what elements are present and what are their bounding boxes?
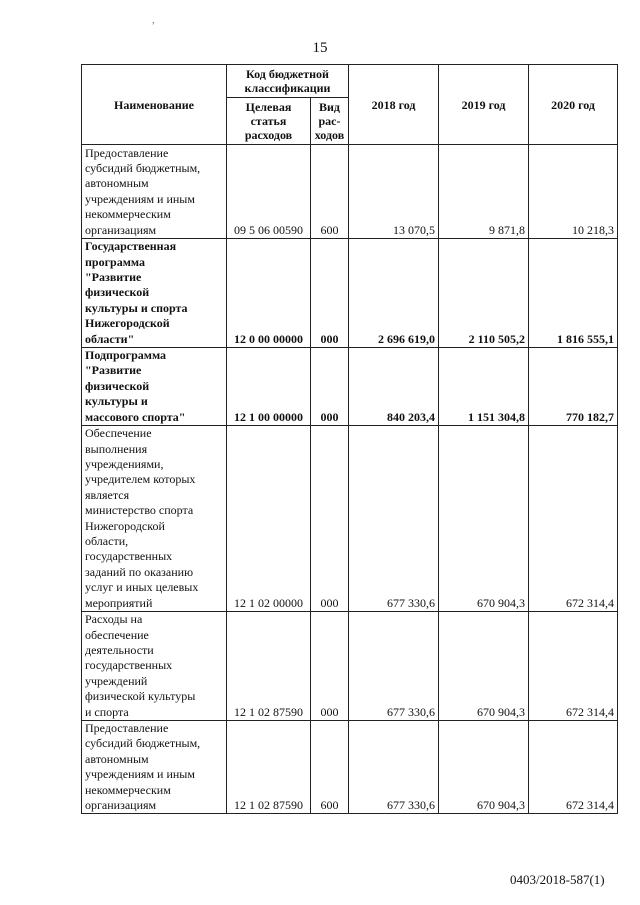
header-kind-line: Вид bbox=[319, 100, 340, 114]
name-line: физической культуры bbox=[85, 689, 196, 704]
name-line: "Развитие bbox=[85, 363, 142, 378]
name-line: физической bbox=[85, 378, 150, 393]
table-row bbox=[82, 426, 618, 612]
name-line: массового спорта" bbox=[85, 409, 186, 424]
name-line: и спорта bbox=[85, 704, 129, 719]
row-kind-code: 600 bbox=[311, 721, 349, 814]
row-2018: 677 330,6 bbox=[349, 612, 439, 721]
table-row bbox=[82, 239, 618, 348]
row-target-code: 12 1 02 00000 bbox=[227, 426, 311, 612]
row-2020: 1 816 555,1 bbox=[529, 239, 618, 348]
name-line: услуг и иных целевых bbox=[85, 580, 199, 595]
row-2019: 2 110 505,2 bbox=[439, 239, 529, 348]
row-2019: 670 904,3 bbox=[439, 721, 529, 814]
name-line: учреждениям и иным bbox=[85, 191, 195, 206]
row-2018: 840 203,4 bbox=[349, 348, 439, 426]
name-line: некоммерческим bbox=[85, 207, 171, 222]
name-line: физической bbox=[85, 285, 150, 300]
row-2018: 2 696 619,0 bbox=[349, 239, 439, 348]
name-line: некоммерческим bbox=[85, 782, 171, 797]
table-row bbox=[82, 612, 618, 721]
name-line: министерство спорта bbox=[85, 503, 194, 518]
header-2019: 2019 год bbox=[439, 65, 529, 145]
row-name bbox=[82, 426, 227, 612]
row-2020: 10 218,3 bbox=[529, 145, 618, 239]
row-2020: 672 314,4 bbox=[529, 612, 618, 721]
row-kind-code: 000 bbox=[311, 348, 349, 426]
row-kind-code: 000 bbox=[311, 612, 349, 721]
header-target-line: Целевая bbox=[245, 100, 292, 114]
table-row bbox=[82, 145, 618, 239]
name-line: государственных bbox=[85, 549, 173, 564]
name-line: Предоставление bbox=[85, 721, 169, 736]
name-line: учреждениям и иным bbox=[85, 767, 195, 782]
name-line: мероприятий bbox=[85, 595, 153, 610]
table-row bbox=[82, 348, 618, 426]
header-kind-line: рас- bbox=[318, 114, 341, 128]
row-name bbox=[82, 612, 227, 721]
name-line: области, bbox=[85, 534, 129, 548]
row-2019: 1 151 304,8 bbox=[439, 348, 529, 426]
row-name bbox=[82, 145, 227, 239]
name-line: Расходы на bbox=[85, 612, 143, 627]
row-2019: 670 904,3 bbox=[439, 612, 529, 721]
row-name bbox=[82, 348, 227, 426]
name-line: субсидий бюджетным, bbox=[85, 736, 201, 751]
row-2019: 670 904,3 bbox=[439, 426, 529, 612]
name-line: культуры и bbox=[85, 394, 148, 409]
header-code-group bbox=[227, 65, 349, 98]
row-2018: 13 070,5 bbox=[349, 145, 439, 239]
header-target-line: расходов bbox=[244, 128, 293, 142]
name-line: автономным bbox=[85, 751, 149, 766]
header-2018: 2018 год bbox=[349, 65, 439, 145]
name-line: Предоставление bbox=[85, 145, 169, 160]
name-line: Нижегородской bbox=[85, 316, 170, 331]
name-line: программа bbox=[85, 254, 145, 269]
name-line: заданий по оказанию bbox=[85, 564, 194, 579]
name-line: культуры и спорта bbox=[85, 300, 188, 315]
row-kind-code: 000 bbox=[311, 426, 349, 612]
name-line: организациям bbox=[85, 222, 157, 237]
budget-table bbox=[81, 64, 618, 814]
row-name bbox=[82, 721, 227, 814]
document-footer-code: 0403/2018-587(1) bbox=[510, 872, 605, 887]
name-line: области" bbox=[85, 331, 135, 346]
header-code-line: классификации bbox=[244, 81, 331, 95]
header-target bbox=[227, 98, 311, 145]
name-line: организациям bbox=[85, 798, 157, 813]
name-line: выполнения bbox=[85, 441, 148, 456]
row-target-code: 12 1 00 00000 bbox=[227, 348, 311, 426]
header-name: Наименование bbox=[82, 65, 227, 145]
row-2020: 770 182,7 bbox=[529, 348, 618, 426]
row-2018: 677 330,6 bbox=[349, 721, 439, 814]
name-line: государственных bbox=[85, 658, 173, 673]
name-line: автономным bbox=[85, 176, 149, 191]
row-target-code: 09 5 06 00590 bbox=[227, 145, 311, 239]
row-name bbox=[82, 239, 227, 348]
page-number: 15 bbox=[312, 40, 328, 56]
header-2020: 2020 год bbox=[529, 65, 618, 145]
row-target-code: 12 1 02 87590 bbox=[227, 721, 311, 814]
name-line: деятельности bbox=[85, 643, 154, 657]
name-line: Обеспечение bbox=[85, 426, 152, 441]
header-kind-line: ходов bbox=[314, 128, 345, 142]
scan-mark: , bbox=[152, 14, 155, 26]
name-line: субсидий бюджетным, bbox=[85, 160, 201, 175]
row-target-code: 12 1 02 87590 bbox=[227, 612, 311, 721]
name-line: учреждений bbox=[85, 673, 148, 688]
row-kind-code: 600 bbox=[311, 145, 349, 239]
table-row bbox=[82, 721, 618, 814]
name-line: Нижегородской bbox=[85, 518, 165, 533]
row-2018: 677 330,6 bbox=[349, 426, 439, 612]
name-line: "Развитие bbox=[85, 269, 142, 284]
name-line: учреждениями, bbox=[85, 456, 164, 471]
header-kind bbox=[311, 98, 349, 145]
row-target-code: 12 0 00 00000 bbox=[227, 239, 311, 348]
row-2019: 9 871,8 bbox=[439, 145, 529, 239]
name-line: Государственная bbox=[85, 239, 177, 254]
name-line: является bbox=[85, 487, 130, 502]
header-code-line: Код бюджетной bbox=[246, 67, 329, 81]
row-2020: 672 314,4 bbox=[529, 721, 618, 814]
name-line: Подпрограмма bbox=[85, 348, 167, 362]
name-line: учредителем которых bbox=[85, 472, 196, 487]
name-line: обеспечение bbox=[85, 627, 149, 642]
header-target-line: статья bbox=[250, 114, 287, 128]
row-kind-code: 000 bbox=[311, 239, 349, 348]
row-2020: 672 314,4 bbox=[529, 426, 618, 612]
